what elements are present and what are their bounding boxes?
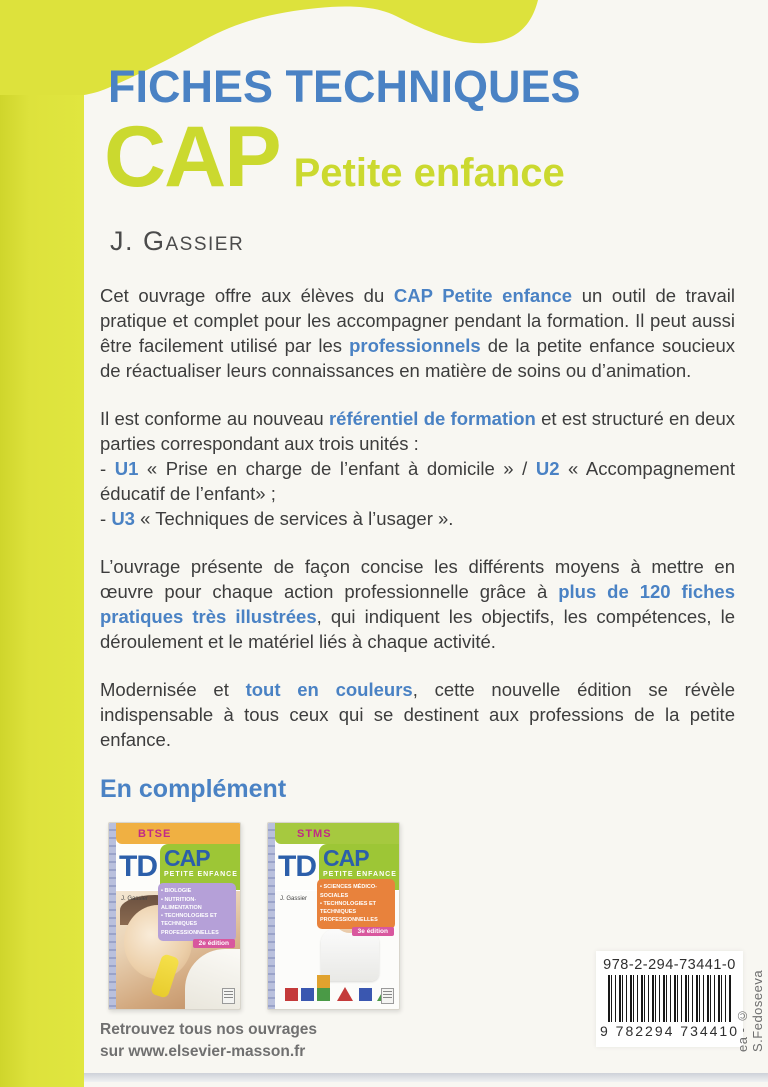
paragraph-3: L’ouvrage présente de façon concise les différents moyens à mettre en œuvre pour chaque action professionnelle grâce à plus de 120 fiches pratiques très illustrées, qui indiquent les objectifs, les compétences, le déroulement et le matériel liés à chaque activité. (100, 556, 736, 653)
cover-td: TD (119, 850, 157, 884)
isbn-number: 978-2-294-73441-0 (603, 957, 736, 973)
barcode-panel (596, 951, 743, 1047)
barcode (608, 975, 731, 1022)
cover-td: TD (278, 850, 316, 884)
publisher-logo (381, 988, 394, 1004)
cover-range: PETITE ENFANCE (323, 871, 397, 879)
cover-spine (268, 823, 275, 1009)
book-cover-td-cap-stms (267, 822, 400, 1010)
title-cap-row (104, 109, 768, 205)
ean-digits: 9 782294 734410 (600, 1023, 739, 1039)
paragraph-4: Modernisée et tout en couleurs, cette nouvelle édition se révèle indispensable à tous ceux qui se destinent aux professions de la petite enfance. (100, 679, 735, 751)
cover-spine (109, 823, 116, 1009)
series-label: BTSE (138, 827, 172, 840)
edition-badge: 2e édition (193, 939, 235, 948)
cover-header (275, 823, 399, 844)
spine-strip (0, 0, 84, 1087)
publisher-website-note (100, 1019, 317, 1062)
cover-cap: CAP (323, 845, 369, 872)
photo-credit: ea - © S.Fedoseeva (735, 969, 765, 1052)
title-subtitle: Petite enfance (293, 151, 565, 195)
title-cap: CAP (104, 109, 280, 205)
footer-line-2: sur www.elsevier-masson.fr (100, 1042, 306, 1060)
cover-cap: CAP (164, 845, 210, 872)
cover-content (84, 0, 768, 1087)
author-name: J. Gassier (110, 226, 245, 257)
cover-header (116, 823, 240, 844)
edition-badge: 3e édition (352, 927, 394, 936)
bottom-edge-shadow (84, 1073, 768, 1082)
paragraph-2: Il est conforme au nouveau référentiel de formation et est structuré en deux parties correspondant aux trois unités : - U1 « Prise en charge de l’enfant à domicile » / U2 « Accompagnement éducatif de l’enfant» ; - U3 « Techniques de services à l’usager ». (100, 408, 735, 530)
footer-line-1: Retrouvez tous nos ouvrages (100, 1021, 318, 1038)
cover-topics: • SCIENCES MÉDICO-SOCIALES • TECHNOLOGIES ET TECHNIQUES PROFESSIONNELLES (317, 879, 395, 928)
page-title: FICHES TECHNIQUES (108, 61, 581, 112)
cover-author: J. Gassier (280, 896, 308, 903)
cover-topics: • BIOLOGIE • NUTRITION-ALIMENTATION • TECHNOLOGIES ET TECHNIQUES PROFESSIONNELLES (158, 883, 236, 941)
paragraph-1: Cet ouvrage offre aux élèves du CAP Petite enfance un outil de travail pratique et complet pour les accompagner pendant la formation. Il peut aussi être facilement utilisé par les professionnels de la petite enfance soucieux de réactualiser leurs connaissances en matière de soins ou d’animation. (100, 285, 735, 382)
publisher-logo (222, 988, 235, 1004)
book-cover-td-cap-btse (108, 822, 241, 1010)
cover-author: J. Gassier (121, 896, 149, 903)
description-text (100, 283, 735, 752)
complement-heading: En complément (100, 775, 287, 804)
cover-range: PETITE ENFANCE (164, 871, 238, 879)
series-label: STMS (297, 827, 332, 840)
